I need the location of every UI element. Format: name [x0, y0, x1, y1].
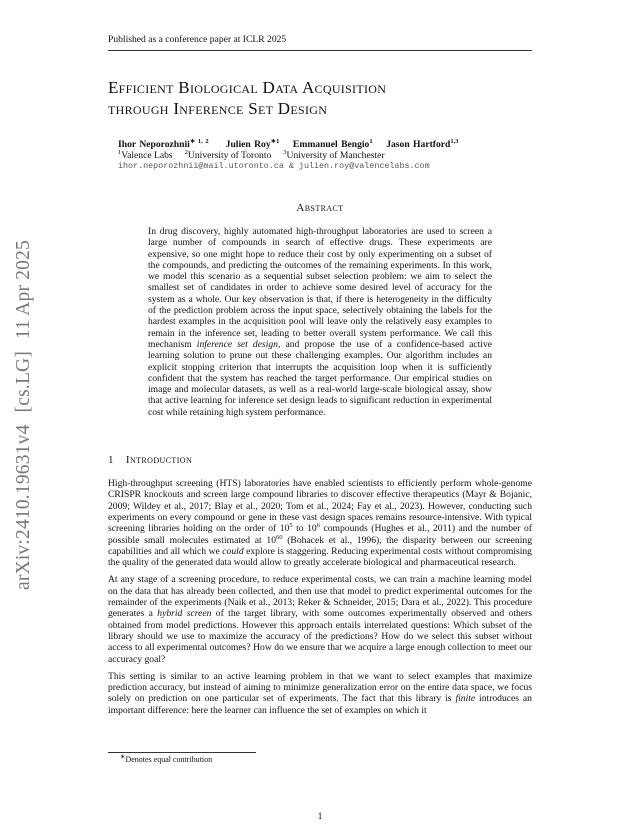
- author-emails[interactable]: ihor.neporozhnii@mail.utoronto.ca & julien.roy@valencelabs.com: [118, 161, 430, 171]
- text-segment: 6: [316, 522, 320, 530]
- section-heading: [108, 454, 532, 467]
- affiliation: $^3$University of Manchester: [283, 148, 385, 161]
- text-segment: 5: [289, 522, 293, 530]
- text-segment: compounds (Hughes et al., 2011) and the number of possible small molecules estimated at 10: [108, 523, 532, 546]
- page-number: 1: [317, 810, 323, 822]
- intro-paragraph: [108, 671, 532, 716]
- text-segment: could: [222, 545, 244, 557]
- affiliations: [118, 150, 532, 161]
- text-segment: finite: [455, 693, 476, 705]
- text-segment: inference set design: [196, 338, 278, 350]
- intro-paragraph: [108, 478, 532, 568]
- abstract-heading: Abstract: [296, 202, 344, 214]
- title-line-1: Efficient Biological Data Acquisition: [108, 78, 387, 97]
- footnote: ∗Denotes equal contribution: [120, 753, 213, 764]
- section-title: Introduction: [125, 454, 193, 467]
- footnote-rule: [108, 752, 256, 753]
- text-segment: 60: [276, 533, 283, 541]
- section-number: 1: [108, 454, 114, 467]
- text-segment: explore is staggering. Reducing experimental costs without compromising the quality of the generated data would allow to greatly accelerate biological and pharmaceutical research.: [108, 545, 532, 569]
- arxiv-stamp: [13, 240, 35, 590]
- intro-paragraph: [108, 574, 532, 664]
- text-segment: (Bohacek et al., 1996), the disparity between our screening capabilities and all which we: [108, 534, 532, 557]
- text-segment: of the target library, with some outcomes experimentally observed and others obtained from model predictions. However this approach entails interrelated questions: Which subset of the library should we use to maximize the accuracy of the predictions? How do we select this subset without access to all experimental outcomes? How do we ensure that we acquire a large enough collection to meet our accuracy goal?: [108, 608, 532, 665]
- affiliation: $^2$University of Toronto: [184, 148, 272, 161]
- paper-title: [108, 77, 532, 119]
- arxiv-date: 11 Apr 2025: [13, 239, 34, 339]
- affiliation: $^1$Valence Labs: [118, 148, 173, 161]
- text-segment: High-throughput screening (HTS) laboratories have enabled scientists to efficiently perform whole-genome CRISPR knockouts and screen large compound libraries to discover effective therapeutics (Mayr & Bojanic, 2009; Wildey et al., 2017; Blay et al., 2020; Tom et al., 2024; Fay et al., 2023). However, conducting such experiments on every compound or gene in these vast design spaces remains resource-intensive. With typical screening libraries holding on the order of 10: [108, 478, 532, 535]
- arxiv-id[interactable]: arXiv:2410.19631v4: [13, 424, 34, 591]
- arxiv-category: [cs.LG]: [13, 350, 34, 413]
- author: Emmanuel Bengio$^1$: [292, 137, 373, 150]
- text-segment: hybrid screen: [157, 608, 212, 620]
- text-segment: introduces an important difference: here the learner can influence the set of examples on which it: [108, 693, 532, 716]
- author: Julien Roy$^{∗1}$: [225, 137, 280, 150]
- page-column: [108, 34, 532, 829]
- text-segment: to 10: [292, 523, 317, 535]
- author: Jason Hartford$^{1,3}$: [386, 137, 459, 150]
- author-list: [118, 139, 532, 150]
- author: Ihor Neporozhnii$^{∗ 1, 2}$: [118, 137, 209, 150]
- text-segment: This setting is similar to an active learning problem in that we want to select examples that maximize prediction accuracy, but instead of aiming to minimize generalization error on the entire data space, we focus solely on prediction on one particular set of experiments. The fact that this library is: [108, 670, 532, 705]
- header-rule: [108, 50, 532, 51]
- text-segment: In drug discovery, highly automated high-throughput laboratories are used to screen a large number of compounds in search of effective drugs. These experiments are expensive, so one might hope to reduce their cost by only experimenting on a subset of the compounds, and predicting the outcomes of the remaining experiments. In this work, we model this scenario as a sequential subset selection problem: we aim to select the smallest set of candidates in order to achieve some desired level of accuracy for the system as a whole. Our key observation is that, if there is heterogeneity in the difficulty of the prediction problem across the input space, selectively obtaining the labels for the hardest examples in the acquisition pool will leave only the relatively easy examples to remain in the inference set, leading to better overall system performance. We call this mechanism: [148, 226, 492, 350]
- text-segment: , and propose the use of a confidence-based active learning solution to prune out these challenging examples. Our algorithm includes an explicit stopping criterion that interrupts the acquisition loop when it is sufficiently confident that the system has reached the target performance. Our empirical studies on image and molecular datasets, as well as a real-world large-scale biological assay, show that active learning for inference set design leads to significant reduction in experimental cost while retaining high system performance.: [148, 338, 493, 418]
- running-header: Published as a conference paper at ICLR 2025: [108, 34, 287, 45]
- title-line-2: through Inference Set Design: [108, 99, 328, 118]
- text-segment: At any stage of a screening procedure, to reduce experimental costs, we can train a machine learning model on the data that has already been collected, and then use that model to predict experimental outcomes for the remainder of the experiments (Naik et al., 2013; Reker & Schneider, 2015; Dara et al., 2022). This procedure generates a: [108, 574, 532, 620]
- abstract-text: [148, 226, 492, 418]
